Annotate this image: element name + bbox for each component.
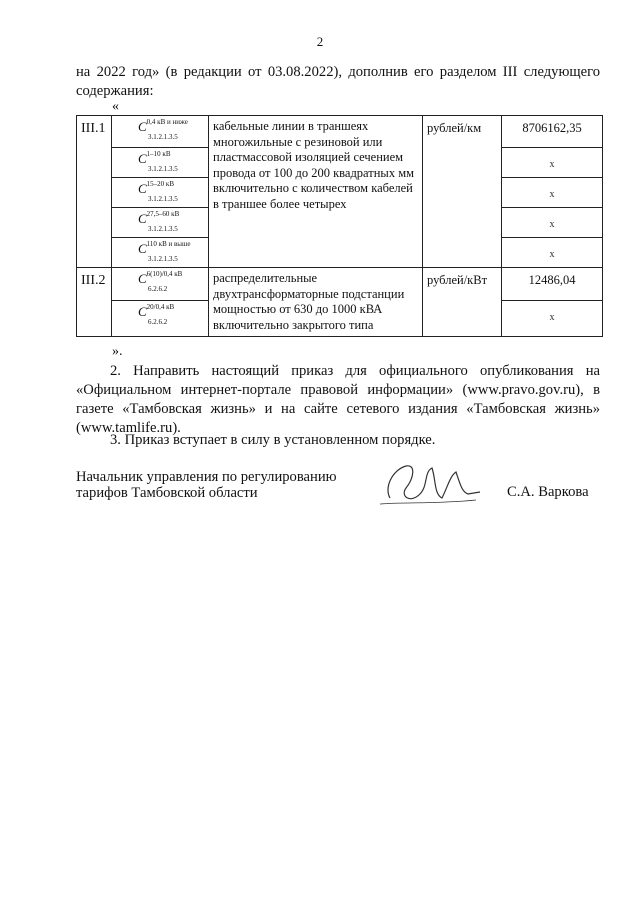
row-description: кабельные линии в траншеях многожильные с резиновой или пластмассовой изоляцией сечением провода от 100 до 200 квадратных мм включительно с количеством кабелей в траншее более четырех xyxy=(209,116,423,268)
row-value: 12486,04 xyxy=(502,268,603,301)
row-value: x xyxy=(502,178,603,208)
row-unit: рублей/км xyxy=(423,116,502,268)
quote-open: « xyxy=(112,99,119,114)
row-number: III.1 xyxy=(77,116,112,268)
intro-text: на 2022 год» (в редакции от 03.08.2022), дополнив его разделом III следующего содержания: xyxy=(76,64,600,99)
signer-title-line2: тарифов Тамбовской области xyxy=(76,485,258,501)
row-unit: рублей/кВт xyxy=(423,268,502,337)
signer-name: С.А. Варкова xyxy=(507,484,589,500)
row-description: распределительные двухтрансформаторные подстанции мощностью от 630 до 1000 кВА включительно закрытого типа xyxy=(209,268,423,337)
row-number: III.2 xyxy=(77,268,112,337)
handwritten-signature xyxy=(376,458,486,514)
signer-title xyxy=(76,469,337,501)
signer-title-line1: Начальник управления по регулированию xyxy=(76,469,337,485)
paragraph-3: 3. Приказ вступает в силу в установленном порядке. xyxy=(110,432,436,448)
rate-symbol: $C^{20/0,4 кВ}$ 6.2.6.2 xyxy=(112,301,209,337)
rate-symbol: $C^{6(10)/0,4 кВ}$ 6.2.6.2 xyxy=(112,268,209,301)
row-value: x xyxy=(502,148,603,178)
rate-symbol: $C^{15-20 кВ}$ 3.1.2.1.3.5 xyxy=(112,178,209,208)
table-row xyxy=(77,268,603,301)
table-row xyxy=(77,116,603,148)
rate-symbol: $C^{27,5-60 кВ}$ 3.1.2.1.3.5 xyxy=(112,208,209,238)
rate-symbol: $C^{110 кВ и выше}$ 3.1.2.1.3.5 xyxy=(112,238,209,268)
row-value: x xyxy=(502,238,603,268)
rate-symbol: $C^{1-10 кВ}$ 3.1.2.1.3.5 xyxy=(112,148,209,178)
quote-close: ». xyxy=(112,344,123,359)
rates-table xyxy=(76,115,603,337)
paragraph-2: 2. Направить настоящий приказ для официального опубликования на «Официальном интернет-портале правовой информации» (www.pravo.gov.ru), в газете «Тамбовская жизнь» и на сайте сетевого издания «Тамбовская жизнь» (www.tamlife.ru). xyxy=(76,363,600,436)
row-value: 8706162,35 xyxy=(502,116,603,148)
row-value: x xyxy=(502,301,603,337)
row-value: x xyxy=(502,208,603,238)
page-number: 2 xyxy=(316,34,324,49)
rate-symbol: $C^{0,4 кВ и ниже}$ 3.1.2.1.3.5 xyxy=(112,116,209,148)
